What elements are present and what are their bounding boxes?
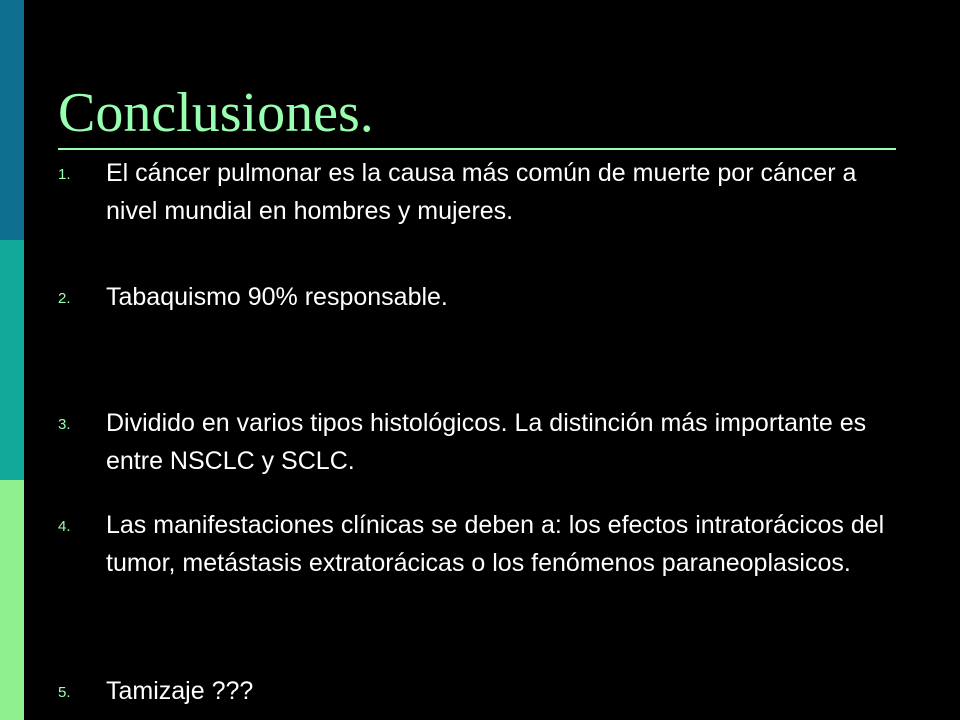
decorative-side-bar-top (0, 0, 24, 240)
list-item-text: Las manifestaciones clínicas se deben a: los efectos intratorácicos del tumor, metástasis extratorácicas o los fenómenos paraneoplasicos. (106, 511, 885, 577)
title-underline (58, 148, 896, 150)
list-item-text: Tamizaje ??? (106, 677, 254, 705)
list-item-text: El cáncer pulmonar es la causa más común de muerte por cáncer a nivel mundial en hombres y mujeres. (106, 159, 857, 225)
decorative-side-bar-bottom (0, 480, 24, 720)
list-item-text: Tabaquismo 90% responsable. (106, 283, 448, 311)
list-item-number: 2. (58, 290, 71, 307)
list-item-number: 5. (58, 684, 71, 701)
list-item-number: 1. (58, 166, 71, 183)
list-item-text: Dividido en varios tipos histológicos. La distinción más importante es entre NSCLC y SCLC. (106, 409, 867, 475)
decorative-side-bar-middle (0, 240, 24, 480)
list-item-number: 3. (58, 416, 71, 433)
slide-title: Conclusiones. (58, 82, 374, 144)
list-item-number: 4. (58, 518, 71, 535)
